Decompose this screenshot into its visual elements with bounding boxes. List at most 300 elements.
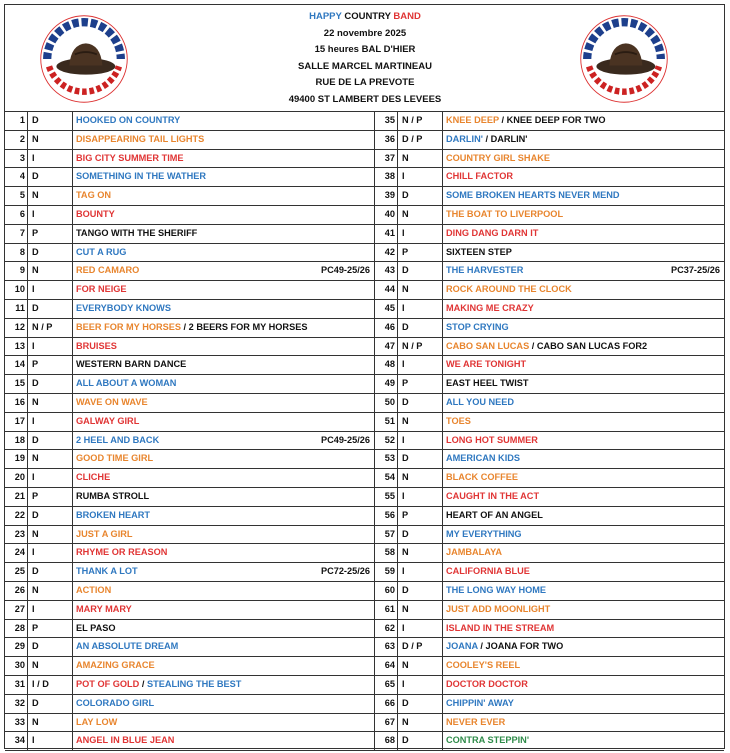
dance-title — [446, 544, 502, 562]
dance-name: THE BOAT TO LIVERPOOL — [446, 208, 564, 219]
table-row — [5, 526, 374, 545]
dance-title — [76, 526, 133, 544]
table-row — [375, 356, 724, 375]
dance-title — [446, 657, 520, 675]
table-row — [375, 620, 724, 639]
dance-code: P — [29, 488, 73, 506]
row-number: 11 — [5, 300, 28, 318]
row-number: 52 — [375, 432, 398, 450]
table-row — [375, 432, 724, 451]
table-row — [375, 450, 724, 469]
dance-code: I — [399, 300, 443, 318]
table-row — [5, 187, 374, 206]
dance-code: I — [29, 150, 73, 168]
row-number: 3 — [5, 150, 28, 168]
row-number: 12 — [5, 319, 28, 337]
dance-code: D — [29, 432, 73, 450]
dance-title — [76, 413, 139, 431]
dance-title — [446, 450, 520, 468]
dance-code: N — [29, 131, 73, 149]
dance-name: ROCK AROUND THE CLOCK — [446, 284, 572, 295]
dance-name: TOES — [446, 415, 471, 426]
dance-code: I — [29, 544, 73, 562]
dance-name: DING DANG DARN IT — [446, 227, 539, 238]
dance-name: COOLEY'S REEL — [446, 660, 521, 671]
table-row — [375, 488, 724, 507]
row-number: 51 — [375, 413, 398, 431]
table-row — [5, 375, 374, 394]
dance-code: I — [399, 356, 443, 374]
table-row — [5, 131, 374, 150]
event-info — [155, 9, 575, 108]
table-row — [5, 225, 374, 244]
dance-code: N — [29, 582, 73, 600]
table-row — [375, 225, 724, 244]
dance-title — [76, 601, 132, 619]
dance-code: N / P — [399, 112, 443, 130]
table-row — [375, 300, 724, 319]
dance-code: N — [399, 413, 443, 431]
table-row — [375, 638, 724, 657]
dance-code: D — [29, 244, 73, 262]
dance-title — [76, 450, 153, 468]
table-row — [5, 281, 374, 300]
row-number: 50 — [375, 394, 398, 412]
dance-name: WESTERN BARN DANCE — [76, 359, 187, 370]
dance-name: BROKEN HEART — [76, 509, 151, 520]
dance-name: JUST ADD MOONLIGHT — [446, 603, 551, 614]
row-number: 40 — [375, 206, 398, 224]
dance-name: BLACK COFFEE — [446, 472, 518, 483]
dance-name: MARY MARY — [76, 603, 132, 614]
dance-title — [76, 676, 241, 694]
table-row — [5, 620, 374, 639]
table-row — [5, 262, 374, 281]
row-number: 21 — [5, 488, 28, 506]
row-number: 32 — [5, 695, 28, 713]
dance-code: D — [399, 695, 443, 713]
row-number: 4 — [5, 168, 28, 186]
dance-title — [446, 488, 539, 506]
dance-title — [76, 620, 115, 638]
dance-code: N — [29, 394, 73, 412]
dance-code: N / P — [399, 338, 443, 356]
venue-city: 49400 ST LAMBERT DES LEVEES — [288, 93, 442, 105]
table-row — [5, 394, 374, 413]
table-row — [375, 544, 724, 563]
dance-code: D — [29, 563, 73, 581]
dance-title — [446, 714, 505, 732]
dance-name: EL PASO — [76, 622, 116, 633]
dance-title — [446, 375, 529, 393]
dance-title — [446, 601, 550, 619]
row-number: 24 — [5, 544, 28, 562]
dance-code: P — [29, 356, 73, 374]
dance-name: ANGEL IN BLUE JEAN — [76, 735, 175, 746]
dance-name: GOOD TIME GIRL — [76, 453, 154, 464]
table-row — [375, 507, 724, 526]
dance-name: POT OF GOLD — [76, 678, 140, 689]
dance-title — [446, 394, 514, 412]
table-row — [5, 112, 374, 131]
row-number: 43 — [375, 262, 398, 280]
dance-name-alt: JOANA FOR TWO — [485, 641, 564, 652]
row-number: 29 — [5, 638, 28, 656]
dance-code: I — [29, 469, 73, 487]
dance-code: D — [399, 582, 443, 600]
row-number: 9 — [5, 262, 28, 280]
table-row — [5, 488, 374, 507]
dance-code: D — [29, 300, 73, 318]
dance-name: ACTION — [76, 584, 112, 595]
dance-name-alt: CABO SAN LUCAS FOR2 — [536, 340, 648, 351]
dance-code: P — [399, 375, 443, 393]
row-number: 55 — [375, 488, 398, 506]
dance-title — [446, 413, 471, 431]
dance-name: CHILL FACTOR — [446, 171, 514, 182]
dance-name: AMERICAN KIDS — [446, 453, 521, 464]
dance-name: ISLAND IN THE STREAM — [446, 622, 555, 633]
row-number: 34 — [5, 732, 28, 750]
dance-name: NEVER EVER — [446, 716, 506, 727]
dance-name: SOME BROKEN HEARTS NEVER MEND — [446, 190, 620, 201]
dance-code: I — [399, 168, 443, 186]
table-row — [5, 638, 374, 657]
row-number: 44 — [375, 281, 398, 299]
dance-title — [76, 657, 155, 675]
row-number: 63 — [375, 638, 398, 656]
dance-title — [446, 507, 543, 525]
table-row — [375, 601, 724, 620]
dance-title — [446, 300, 534, 318]
dance-name: THANK A LOT — [76, 566, 138, 577]
table-row — [375, 168, 724, 187]
table-row — [375, 714, 724, 733]
row-number: 33 — [5, 714, 28, 732]
dance-name: DARLIN' — [446, 133, 483, 144]
row-number: 27 — [5, 601, 28, 619]
table-row — [5, 695, 374, 714]
table-row — [5, 168, 374, 187]
dance-name: KNEE DEEP — [446, 115, 499, 125]
table-row — [375, 319, 724, 338]
band-name — [155, 9, 575, 26]
dance-name-alt: KNEE DEEP FOR TWO — [506, 115, 606, 125]
dance-code: I — [399, 676, 443, 694]
dance-title — [76, 714, 117, 732]
dance-title — [446, 638, 563, 656]
table-row — [375, 244, 724, 263]
table-row — [5, 319, 374, 338]
dance-name: FOR NEIGE — [76, 284, 127, 295]
table-row — [375, 262, 724, 281]
dance-name: TANGO WITH THE SHERIFF — [76, 227, 198, 238]
row-number: 56 — [375, 507, 398, 525]
dance-name: BRUISES — [76, 340, 117, 351]
row-number: 28 — [5, 620, 28, 638]
table-row — [375, 469, 724, 488]
dance-name: WAVE ON WAVE — [76, 396, 148, 407]
row-number: 49 — [375, 375, 398, 393]
row-number: 30 — [5, 657, 28, 675]
dance-title — [446, 432, 538, 450]
table-row — [375, 338, 724, 357]
dance-name: CLICHE — [76, 472, 111, 483]
table-row — [375, 375, 724, 394]
event-date: 22 novembre 2025 — [323, 27, 407, 39]
dance-code: N — [29, 526, 73, 544]
dance-code: I — [399, 432, 443, 450]
dance-code: D — [399, 319, 443, 337]
dance-name: CUT A RUG — [76, 246, 127, 257]
dance-code: I — [29, 413, 73, 431]
row-number: 23 — [5, 526, 28, 544]
table-row — [5, 601, 374, 620]
dance-code: D — [29, 168, 73, 186]
dance-title — [446, 469, 518, 487]
table-row — [375, 413, 724, 432]
dance-code: P — [29, 225, 73, 243]
row-number: 13 — [5, 338, 28, 356]
table-row — [375, 187, 724, 206]
dance-code: I — [29, 732, 73, 750]
row-number: 66 — [375, 695, 398, 713]
dance-title — [76, 112, 180, 130]
row-number: 67 — [375, 714, 398, 732]
dance-code: D — [29, 695, 73, 713]
row-number: 14 — [5, 356, 28, 374]
row-number: 5 — [5, 187, 28, 205]
dance-code: N — [399, 657, 443, 675]
table-row — [5, 469, 374, 488]
dance-code: I — [29, 281, 73, 299]
dance-title — [446, 620, 554, 638]
dance-name: JAMBALAYA — [446, 547, 502, 558]
dance-code: P — [399, 507, 443, 525]
row-number: 7 — [5, 225, 28, 243]
dance-title — [76, 262, 139, 280]
dance-title — [76, 375, 176, 393]
dance-code: D — [399, 187, 443, 205]
event-time: 15 heures BAL D'HIER — [314, 44, 416, 55]
dance-name: BEER FOR MY HORSES — [76, 321, 181, 332]
dance-title — [446, 244, 512, 262]
dance-code: N — [29, 450, 73, 468]
dance-reference: PC49-25/26 — [320, 434, 370, 445]
dance-code: N — [29, 262, 73, 280]
table-row — [5, 244, 374, 263]
row-number: 62 — [375, 620, 398, 638]
row-number: 20 — [5, 469, 28, 487]
dance-name: EAST HEEL TWIST — [446, 378, 529, 389]
dance-name: THE HARVESTER — [446, 265, 524, 276]
table-row — [5, 150, 374, 169]
table-row — [375, 206, 724, 225]
dance-title — [76, 507, 150, 525]
dance-title — [76, 544, 167, 562]
row-number: 10 — [5, 281, 28, 299]
dance-title — [446, 338, 647, 356]
dance-title — [446, 225, 538, 243]
row-number: 45 — [375, 300, 398, 318]
title-separator: / — [529, 340, 537, 351]
dance-name: LONG HOT SUMMER — [446, 434, 538, 445]
dance-name: 2 HEEL AND BACK — [76, 434, 160, 445]
row-number: 47 — [375, 338, 398, 356]
dance-code: N — [399, 281, 443, 299]
row-number: 68 — [375, 732, 398, 750]
table-row — [375, 394, 724, 413]
row-number: 31 — [5, 676, 28, 694]
table-row — [375, 732, 724, 751]
dance-name: WE ARE TONIGHT — [446, 359, 527, 370]
dance-title — [446, 281, 572, 299]
dance-name: SIXTEEN STEP — [446, 246, 512, 257]
dance-name: CAUGHT IN THE ACT — [446, 490, 540, 501]
band-name-band: BAND — [393, 11, 421, 22]
dance-code: D — [399, 526, 443, 544]
dance-reference: PC37-25/26 — [670, 265, 720, 276]
dance-name: AMAZING GRACE — [76, 660, 155, 671]
dance-title — [446, 356, 526, 374]
row-number: 18 — [5, 432, 28, 450]
dance-name: BIG CITY SUMMER TIME — [76, 152, 184, 163]
dance-code: P — [399, 244, 443, 262]
dance-name: RUMBA STROLL — [76, 490, 150, 501]
dance-name: DOCTOR DOCTOR — [446, 678, 528, 689]
dance-name-alt: 2 BEERS FOR MY HORSES — [188, 321, 308, 332]
table-row — [375, 657, 724, 676]
table-row — [5, 432, 374, 451]
table-row — [5, 582, 374, 601]
row-number: 22 — [5, 507, 28, 525]
title-separator: / — [482, 133, 491, 144]
dance-name: CABO SAN LUCAS — [446, 340, 530, 351]
dance-name: MY EVERYTHING — [446, 528, 522, 539]
row-number: 58 — [375, 544, 398, 562]
dance-name: HEART OF AN ANGEL — [446, 509, 543, 520]
dance-name: MAKING ME CRAZY — [446, 302, 534, 313]
table-row — [375, 695, 724, 714]
dance-title — [446, 319, 509, 337]
dance-name: RED CAMARO — [76, 265, 140, 276]
dance-code: D / P — [399, 131, 443, 149]
title-separator: / — [477, 641, 486, 652]
dance-name: CHIPPIN' AWAY — [446, 697, 514, 708]
dance-title — [76, 281, 127, 299]
dance-reference: PC49-25/26 — [320, 265, 370, 276]
dance-code: I — [399, 620, 443, 638]
row-number: 42 — [375, 244, 398, 262]
dance-title — [76, 432, 159, 450]
dance-name: TAG ON — [76, 190, 112, 201]
table-row — [5, 544, 374, 563]
table-row — [375, 563, 724, 582]
dance-name: HOOKED ON COUNTRY — [76, 115, 181, 125]
dance-title — [76, 469, 110, 487]
row-number: 39 — [375, 187, 398, 205]
dance-name: BOUNTY — [76, 208, 115, 219]
table-row — [375, 281, 724, 300]
dance-title — [76, 187, 111, 205]
dance-title — [446, 563, 530, 581]
dance-reference: PC72-25/26 — [320, 566, 370, 577]
dance-name: EVERYBODY KNOWS — [76, 302, 171, 313]
dance-title — [446, 168, 513, 186]
table-row — [375, 526, 724, 545]
dance-code: I — [29, 206, 73, 224]
dance-name: RHYME OR REASON — [76, 547, 168, 558]
row-number: 38 — [375, 168, 398, 186]
dance-title — [76, 563, 138, 581]
table-row — [5, 507, 374, 526]
row-number: 37 — [375, 150, 398, 168]
dance-name: CALIFORNIA BLUE — [446, 566, 530, 577]
dance-code: N — [399, 150, 443, 168]
row-number: 64 — [375, 657, 398, 675]
dance-code: D — [29, 638, 73, 656]
row-number: 53 — [375, 450, 398, 468]
table-row — [5, 413, 374, 432]
dance-name: STOP CRYING — [446, 321, 509, 332]
dance-title — [446, 676, 528, 694]
row-number: 16 — [5, 394, 28, 412]
dance-name: ALL YOU NEED — [446, 396, 515, 407]
band-logo-right — [578, 13, 670, 105]
dance-title — [446, 582, 546, 600]
row-number: 1 — [5, 112, 28, 130]
venue-name: SALLE MARCEL MARTINEAU — [298, 60, 432, 72]
dance-code: N — [29, 657, 73, 675]
dance-title — [76, 488, 149, 506]
dance-code: N / P — [29, 319, 73, 337]
dance-title — [76, 244, 126, 262]
row-number: 25 — [5, 563, 28, 581]
dance-code: I — [399, 225, 443, 243]
venue-street: RUE DE LA PREVOTE — [315, 77, 415, 88]
row-number: 41 — [375, 225, 398, 243]
dance-code: D / P — [399, 638, 443, 656]
dance-title — [76, 300, 171, 318]
table-row — [5, 676, 374, 695]
dance-title — [446, 131, 527, 149]
table-row — [5, 450, 374, 469]
dance-code: D — [399, 394, 443, 412]
dance-code: N — [399, 601, 443, 619]
dance-title — [76, 638, 178, 656]
row-number: 8 — [5, 244, 28, 262]
dance-code: I — [399, 563, 443, 581]
row-number: 36 — [375, 131, 398, 149]
dance-title — [76, 356, 186, 374]
dance-title — [446, 150, 550, 168]
dance-title — [446, 732, 529, 750]
dance-code: I — [399, 488, 443, 506]
row-number: 19 — [5, 450, 28, 468]
dance-name-alt: DARLIN' — [490, 133, 528, 144]
table-row — [375, 131, 724, 150]
row-number: 65 — [375, 676, 398, 694]
dance-code: D — [29, 507, 73, 525]
table-row — [5, 714, 374, 733]
dance-title — [76, 168, 206, 186]
dance-name: ALL ABOUT A WOMAN — [76, 378, 177, 389]
dance-title — [76, 131, 204, 149]
row-number: 48 — [375, 356, 398, 374]
row-number: 60 — [375, 582, 398, 600]
dance-title — [446, 112, 605, 130]
dance-title — [446, 262, 523, 280]
